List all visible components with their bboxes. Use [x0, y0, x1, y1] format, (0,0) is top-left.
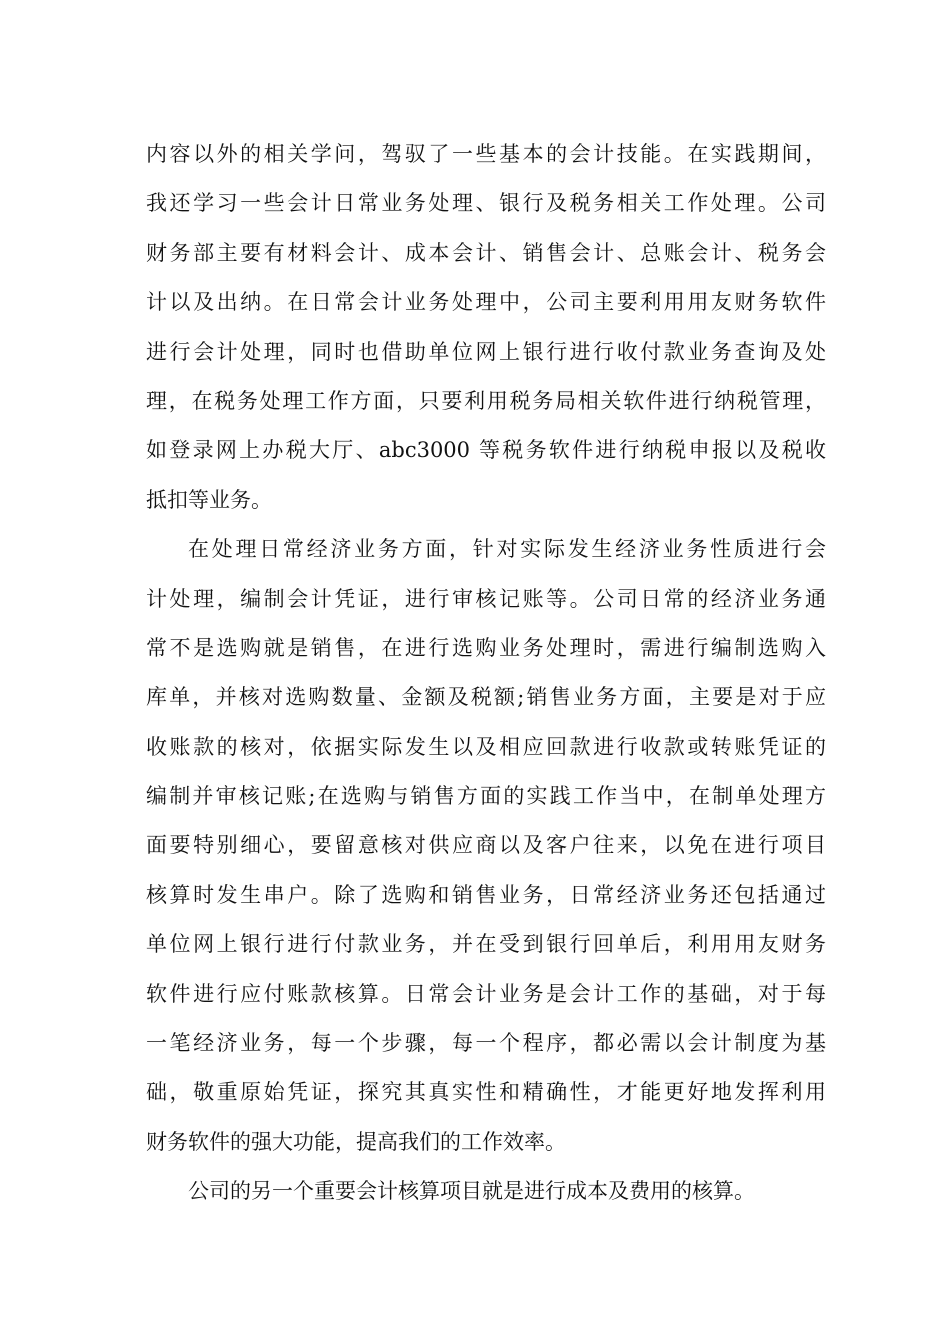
text-line: 常不是选购就是销售，在进行选购业务处理时，需进行编制选购入	[146, 635, 826, 660]
text-line: 收账款的核对，依据实际发生以及相应回款进行收款或转账凭证的	[146, 734, 826, 759]
text-line: 计以及出纳。在日常会计业务处理中，公司主要利用用友财务软件	[146, 290, 826, 315]
text-line: 面要特别细心，要留意核对供应商以及客户往来，以免在进行项目	[146, 833, 826, 858]
text-line: 核算时发生串户。除了选购和销售业务，日常经济业务还包括通过	[146, 882, 826, 907]
body-text	[146, 130, 826, 1217]
text-line: 一笔经济业务，每一个步骤，每一个程序，都必需以会计制度为基	[146, 1031, 826, 1056]
text-line: 单位网上银行进行付款业务，并在受到银行回单后，利用用友财务	[146, 932, 826, 957]
text-line: 内容以外的相关学问，驾驭了一些基本的会计技能。在实践期间，	[146, 142, 826, 166]
text-line: 如登录网上办税大厅、abc3000 等税务软件进行纳税申报以及税收	[146, 438, 826, 463]
text-line: 公司的另一个重要会计核算项目就是进行成本及费用的核算。	[188, 1179, 755, 1204]
text-line: 我还学习一些会计日常业务处理、银行及税务相关工作处理。公司	[146, 191, 826, 216]
text-line: 软件进行应付账款核算。日常会计业务是会计工作的基础，对于每	[146, 981, 826, 1006]
text-line: 础，敬重原始凭证，探究其真实性和精确性，才能更好地发挥利用	[146, 1080, 826, 1105]
text-line: 抵扣等业务。	[146, 487, 272, 512]
text-line: 计处理，编制会计凭证，进行审核记账等。公司日常的经济业务通	[146, 586, 826, 611]
text-line: 库单，并核对选购数量、金额及税额;销售业务方面，主要是对于应	[146, 685, 826, 710]
text-line: 在处理日常经济业务方面，针对实际发生经济业务性质进行会	[188, 537, 826, 562]
text-line: 财务部主要有材料会计、成本会计、销售会计、总账会计、税务会	[146, 240, 826, 265]
text-line: 理，在税务处理工作方面，只要利用税务局相关软件进行纳税管理，	[146, 388, 826, 413]
text-line: 财务软件的强大功能，提高我们的工作效率。	[146, 1129, 566, 1154]
text-line: 编制并审核记账;在选购与销售方面的实践工作当中，在制单处理方	[146, 784, 826, 809]
text-line: 进行会计处理，同时也借助单位网上银行进行收付款业务查询及处	[146, 339, 826, 364]
